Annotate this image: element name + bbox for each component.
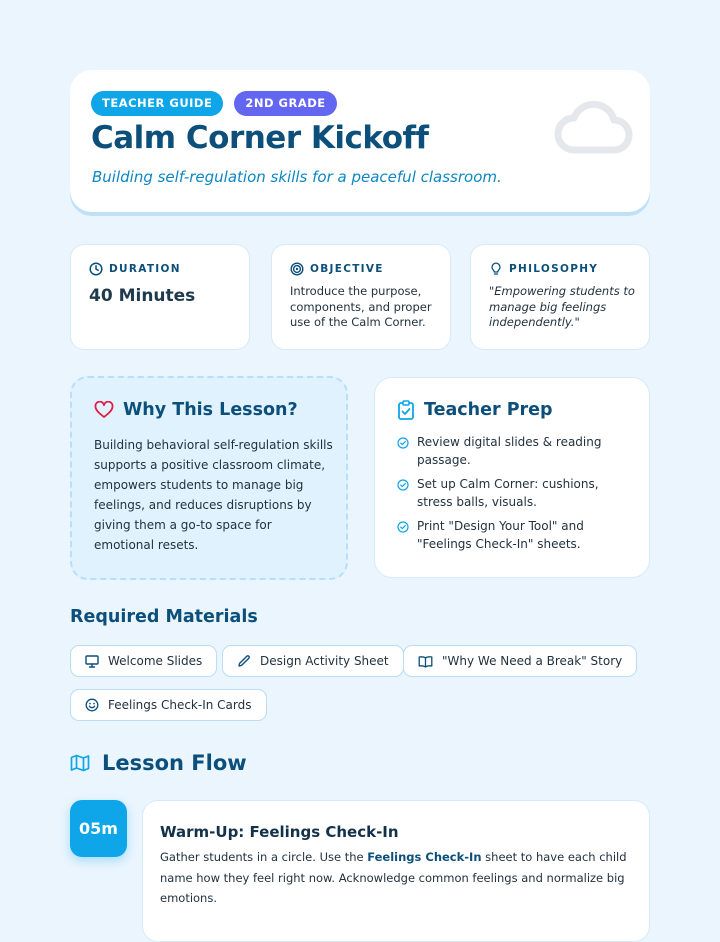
check-circle-icon (397, 479, 409, 491)
material-label: Welcome Slides (108, 654, 203, 668)
material-label: Design Activity Sheet (260, 654, 389, 668)
step-time-badge: 05m (70, 800, 127, 857)
material-chip-design-sheet (222, 645, 404, 677)
philosophy-header (489, 262, 598, 276)
why-lesson-heading (94, 400, 298, 420)
teacher-prep-card (374, 377, 650, 578)
materials-title: Required Materials (70, 607, 258, 627)
lesson-flow-title: Lesson Flow (102, 751, 247, 775)
hero-card (70, 70, 650, 212)
objective-label: OBJECTIVE (310, 263, 384, 275)
duration-header (89, 262, 181, 276)
teacher-guide-badge: TEACHER GUIDE (91, 91, 223, 116)
map-icon (70, 754, 90, 772)
step-title: Warm-Up: Feelings Check-In (160, 823, 399, 841)
lesson-step-card (142, 800, 650, 942)
lightbulb-icon (489, 262, 503, 276)
material-chip-story (403, 645, 637, 677)
badge-row (91, 91, 337, 116)
duration-label: DURATION (109, 263, 181, 275)
objective-text: Introduce the purpose, components, and proper use of the Calm Corner. (290, 284, 432, 329)
clipboard-check-icon (397, 400, 415, 420)
material-chip-welcome-slides (70, 645, 217, 677)
prep-item (397, 518, 633, 553)
prep-item (397, 434, 633, 469)
prep-item (397, 476, 633, 511)
philosophy-label: PHILOSOPHY (509, 263, 599, 275)
page-subtitle: Building self-regulation skills for a peaceful classroom. (92, 168, 502, 186)
lesson-flow-heading (70, 751, 247, 775)
check-circle-icon (397, 437, 409, 449)
prep-item-text: Print "Design Your Tool" and "Feelings Check-In" sheets. (417, 519, 584, 551)
material-label: Feelings Check-In Cards (108, 698, 252, 712)
target-icon (290, 262, 304, 276)
clock-icon (89, 262, 103, 276)
teacher-prep-heading (397, 400, 553, 420)
pencil-icon (237, 654, 251, 668)
step-body-text: sheet to have each child name how they feel right now. Acknowledge common feelings and normalize big emotions. (160, 850, 627, 905)
step-body-highlight: Feelings Check-In (367, 850, 482, 864)
prep-list (397, 434, 633, 560)
philosophy-text: "Empowering students to manage big feelings independently." (489, 284, 635, 329)
duration-card (70, 244, 250, 350)
objective-card (271, 244, 451, 350)
cloud-icon (552, 96, 634, 158)
teacher-prep-title: Teacher Prep (424, 400, 553, 420)
check-circle-icon (397, 521, 409, 533)
monitor-icon (85, 655, 99, 668)
objective-header (290, 262, 384, 276)
heart-icon (94, 401, 114, 419)
grade-badge: 2ND GRADE (234, 91, 336, 116)
smile-icon (85, 698, 99, 712)
material-chip-feelings-cards (70, 689, 267, 721)
duration-value: 40 Minutes (89, 286, 196, 306)
philosophy-card (470, 244, 650, 350)
step-body-text: Gather students in a circle. Use the (160, 850, 368, 864)
book-icon (418, 655, 433, 668)
why-lesson-title: Why This Lesson? (123, 400, 298, 420)
prep-item-text: Set up Calm Corner: cushions, stress balls, visuals. (417, 477, 599, 509)
why-lesson-card (70, 376, 348, 580)
why-lesson-body: Building behavioral self-regulation skills supports a positive classroom climate, empowers students to manage big feelings, and reduces disruptions by giving them a go-to space for emotional resets. (94, 438, 333, 552)
prep-item-text: Review digital slides & reading passage. (417, 435, 602, 467)
page-title: Calm Corner Kickoff (91, 120, 429, 156)
step-body (160, 847, 640, 909)
material-label: "Why We Need a Break" Story (442, 654, 623, 668)
